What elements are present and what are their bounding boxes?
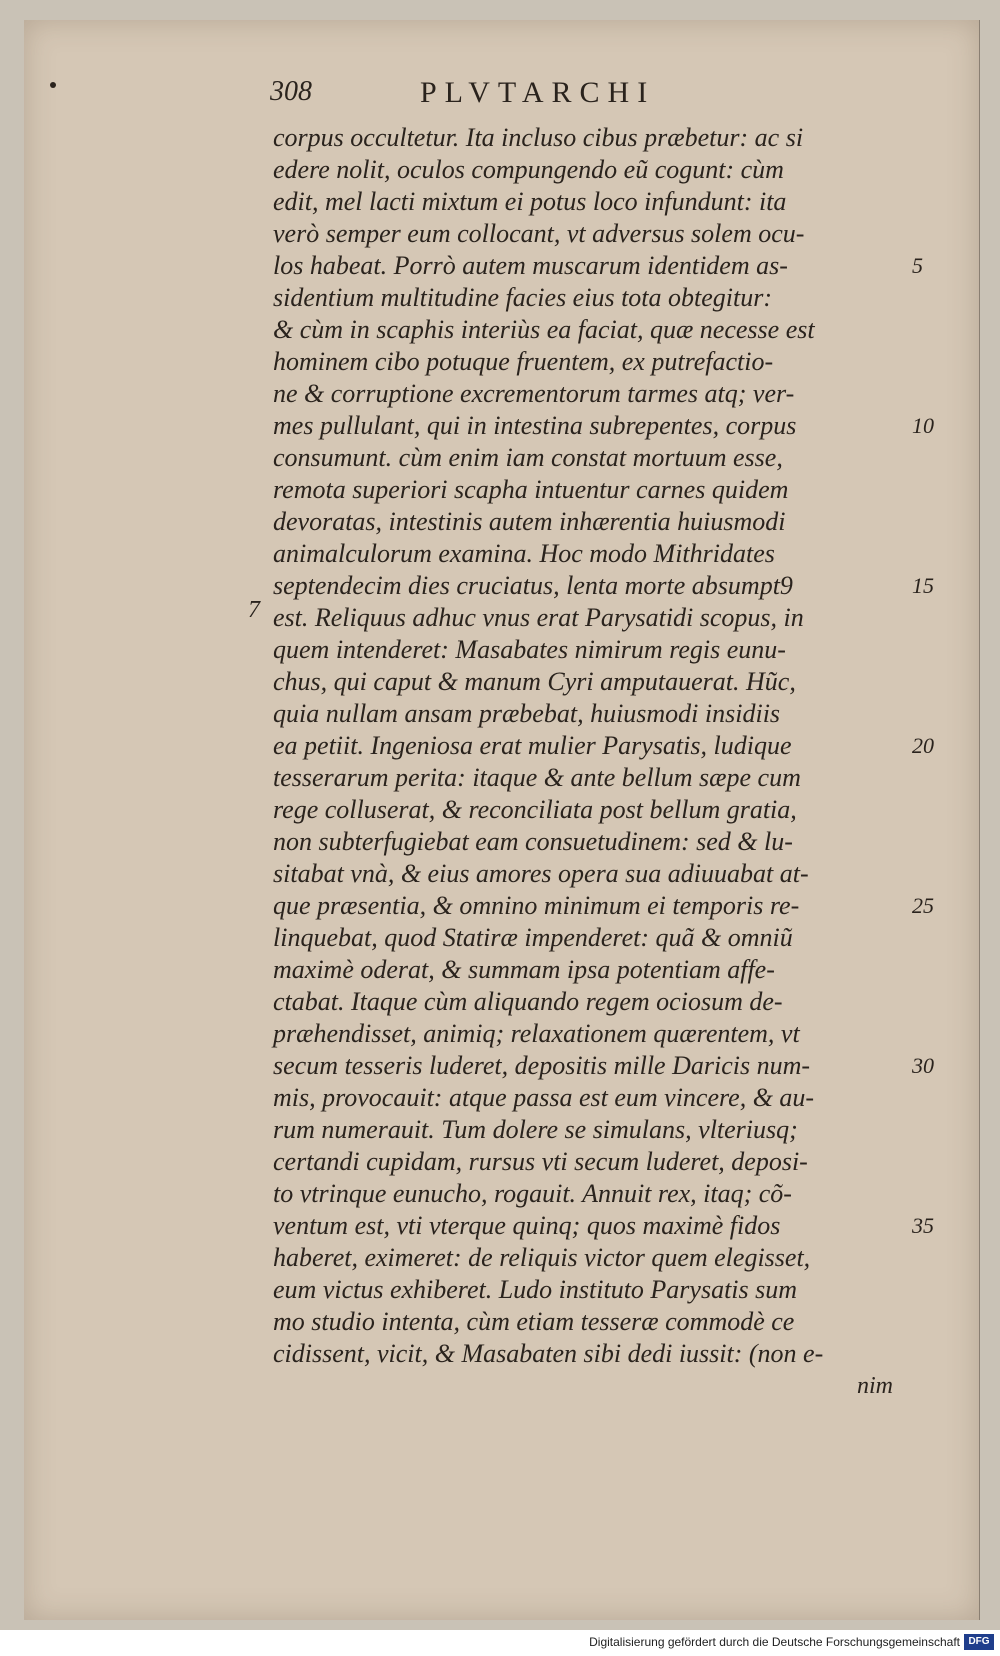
- line-number: 5: [912, 253, 923, 278]
- marginal-note: 7: [248, 597, 260, 623]
- body-text: [273, 122, 893, 1402]
- text-line: edit, mel lacti mixtum ei potus loco infundunt: ita: [273, 187, 787, 216]
- text-line: secum tesseris luderet, depositis mille Daricis num-: [273, 1051, 811, 1080]
- text-line: edere nolit, oculos compungendo eũ cogunt: cùm: [273, 155, 784, 184]
- catchword: nim: [857, 1373, 893, 1399]
- running-title: PLVTARCHI: [420, 76, 656, 109]
- footer-bar: [0, 1630, 1000, 1656]
- footer-credit: Digitalisierung gefördert durch die Deutsche Forschungsgemeinschaft: [589, 1635, 960, 1649]
- text-line: que præsentia, & omnino minimum ei temporis re-: [273, 891, 800, 920]
- text-line: consumunt. cùm enim iam constat mortuum esse,: [273, 443, 783, 472]
- line-number: 30: [912, 1053, 934, 1078]
- text-line: certandi cupidam, rursus vti secum luderet, deposi-: [273, 1147, 808, 1176]
- text-line: mo studio intenta, cùm etiam tesseræ commodè ce: [273, 1307, 795, 1336]
- text-line: & cùm in scaphis interiùs ea faciat, quæ necesse est: [273, 315, 815, 344]
- text-line: eum victus exhiberet. Ludo instituto Parysatis sum: [273, 1275, 798, 1304]
- text-line: mis, provocauit: atque passa est eum vincere, & au-: [273, 1083, 815, 1112]
- text-line: ventum est, vti vterque quinq; quos maximè fidos: [273, 1211, 781, 1240]
- text-line: hominem cibo potuque fruentem, ex putrefactio-: [273, 347, 774, 376]
- text-line: non subterfugiebat eam consuetudinem: sed & lu-: [273, 827, 793, 856]
- text-line: est. Reliquus adhuc vnus erat Parysatidi scopus, in: [273, 603, 804, 632]
- text-line: rum numerauit. Tum dolere se simulans, vlteriusq;: [273, 1115, 798, 1144]
- text-line: chus, qui caput & manum Cyri amputauerat. Hũc,: [273, 667, 796, 696]
- line-number: 15: [912, 573, 934, 598]
- text-line: los habeat. Porrò autem muscarum identidem as-: [273, 251, 788, 280]
- line-number: 35: [912, 1213, 934, 1238]
- text-line: quem intenderet: Masabates nimirum regis eunu-: [273, 635, 786, 664]
- dfg-logo: DFG: [964, 1634, 994, 1650]
- text-line: sitabat vnà, & eius amores opera sua adiuuabat at-: [273, 859, 809, 888]
- line-number: 10: [912, 413, 934, 438]
- text-line: præhendisset, animiq; relaxationem quærentem, vt: [273, 1019, 800, 1048]
- line-number: 20: [912, 733, 934, 758]
- text-line: corpus occultetur. Ita incluso cibus præbetur: ac si: [273, 123, 804, 152]
- text-line: rege colluserat, & reconciliata post bellum gratia,: [273, 795, 797, 824]
- text-line: ctabat. Itaque cùm aliquando regem ociosum de-: [273, 987, 783, 1016]
- page-number: 308: [270, 76, 312, 107]
- text-line: tesserarum perita: itaque & ante bellum sæpe cum: [273, 763, 801, 792]
- text-line: verò semper eum collocant, vt adversus solem ocu-: [273, 219, 805, 248]
- text-line: to vtrinque eunucho, rogauit. Annuit rex, itaq; cõ-: [273, 1179, 792, 1208]
- text-line: linquebat, quod Statiræ impenderet: quã & omniũ: [273, 923, 793, 952]
- ink-mark: [50, 82, 56, 88]
- text-line: quia nullam ansam præbebat, huiusmodi insidiis: [273, 699, 781, 728]
- text-line: ea petiit. Ingeniosa erat mulier Parysatis, ludique: [273, 731, 792, 760]
- text-line: animalculorum examina. Hoc modo Mithridates: [273, 539, 775, 568]
- text-line: ne & corruptione excrementorum tarmes atq; ver-: [273, 379, 795, 408]
- text-line: devoratas, intestinis autem inhærentia huiusmodi: [273, 507, 786, 536]
- text-line: mes pullulant, qui in intestina subrepentes, corpus: [273, 411, 797, 440]
- text-line: remota superiori scapha intuentur carnes quidem: [273, 475, 789, 504]
- text-line: haberet, eximeret: de reliquis victor quem elegisset,: [273, 1243, 811, 1272]
- text-line: septendecim dies cruciatus, lenta morte absumpt9: [273, 571, 793, 600]
- text-line: sidentium multitudine facies eius tota obtegitur:: [273, 283, 773, 312]
- text-line: cidissent, vicit, & Masabaten sibi dedi iussit: (non e-: [273, 1339, 824, 1368]
- text-line: maximè oderat, & summam ipsa potentiam affe-: [273, 955, 775, 984]
- line-number: 25: [912, 893, 934, 918]
